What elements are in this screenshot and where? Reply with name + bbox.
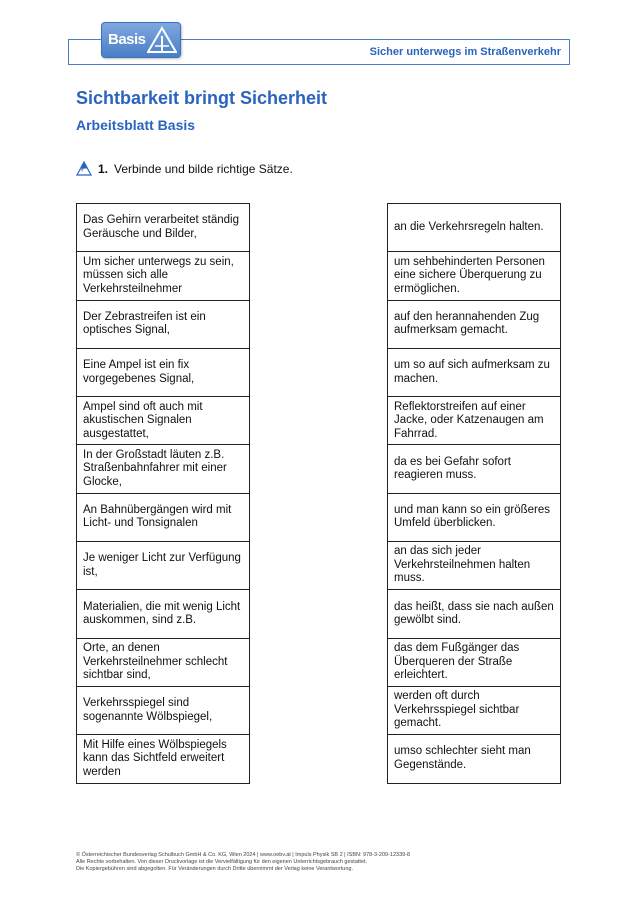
right-sentence-end[interactable]: da es bei Gefahr sofort reagieren muss. bbox=[387, 444, 561, 493]
left-sentence-start[interactable]: Orte, an denen Verkehrsteilnehmer schlecht sichtbar sind, bbox=[76, 638, 250, 687]
right-sentence-end[interactable]: auf den herannahenden Zug aufmerksam gemacht. bbox=[387, 300, 561, 349]
left-sentence-start[interactable]: In der Großstadt läuten z.B. Straßenbahnfahrer mit einer Glocke, bbox=[76, 444, 250, 493]
left-sentence-start[interactable]: Ampel sind oft auch mit akustischen Signalen ausgestattet, bbox=[76, 396, 250, 445]
right-sentence-end[interactable]: um sehbehinderten Personen eine sichere Überquerung zu ermöglichen. bbox=[387, 251, 561, 300]
left-sentence-start[interactable]: Das Gehirn verarbeitet ständig Geräusche und Bilder, bbox=[76, 203, 250, 252]
left-column bbox=[76, 203, 250, 784]
difficulty-triangle-icon bbox=[76, 161, 92, 177]
logo-text: Basis bbox=[108, 31, 146, 48]
triangle-logo-icon bbox=[147, 26, 177, 54]
left-sentence-start[interactable]: Eine Ampel ist ein fix vorgegebenes Signal, bbox=[76, 348, 250, 397]
page-title: Sichtbarkeit bringt Sicherheit bbox=[76, 88, 328, 108]
footer-line: Die Kopiergebühren sind abgegolten. Für Veränderungen durch Dritte übernimmt der Verlag keine Verantwortung. bbox=[76, 866, 354, 872]
task-text: Verbinde und bilde richtige Sätze. bbox=[114, 162, 293, 176]
task-instruction bbox=[76, 160, 293, 178]
right-sentence-end[interactable]: und man kann so ein größeres Umfeld überblicken. bbox=[387, 493, 561, 542]
right-sentence-end[interactable]: um so auf sich aufmerksam zu machen. bbox=[387, 348, 561, 397]
page-subtitle: Arbeitsblatt Basis bbox=[76, 117, 196, 133]
right-sentence-end[interactable]: das heißt, dass sie nach außen gewölbt sind. bbox=[387, 589, 561, 638]
header-title: Sicher unterwegs im Straßenverkehr bbox=[369, 46, 561, 58]
right-sentence-end[interactable]: an die Verkehrsregeln halten. bbox=[387, 203, 561, 252]
task-number: 1. bbox=[98, 162, 109, 176]
right-column bbox=[387, 203, 561, 784]
right-sentence-end[interactable]: das dem Fußgänger das Überqueren der Straße erleichtert. bbox=[387, 638, 561, 687]
footer-line: © Österreichischer Bundesverlag Schulbuch GmbH & Co. KG, Wien 2024 | www.oebv.at | Impuls Physik SB 2 | ISBN: 978-3-209-12339-8 bbox=[76, 852, 411, 858]
footer-line: Alle Rechte vorbehalten. Von dieser Druckvorlage ist die Vervielfältigung für den eigenen Unterrichtsgebrauch gestattet. bbox=[76, 859, 368, 865]
left-sentence-start[interactable]: An Bahnübergängen wird mit Licht- und Tonsignalen bbox=[76, 493, 250, 542]
basis-logo bbox=[101, 22, 181, 58]
left-sentence-start[interactable]: Verkehrsspiegel sind sogenannte Wölbspiegel, bbox=[76, 686, 250, 735]
right-sentence-end[interactable]: werden oft durch Verkehrsspiegel sichtbar gemacht. bbox=[387, 686, 561, 735]
left-sentence-start[interactable]: Der Zebrastreifen ist ein optisches Signal, bbox=[76, 300, 250, 349]
right-sentence-end[interactable]: Reflektorstreifen auf einer Jacke, oder Katzenaugen am Fahrrad. bbox=[387, 396, 561, 445]
left-sentence-start[interactable]: Mit Hilfe eines Wölbspiegels kann das Sichtfeld erweitert werden bbox=[76, 734, 250, 783]
left-sentence-start[interactable]: Materialien, die mit wenig Licht auskommen, sind z.B. bbox=[76, 589, 250, 638]
left-sentence-start[interactable]: Je weniger Licht zur Verfügung ist, bbox=[76, 541, 250, 590]
right-sentence-end[interactable]: umso schlechter sieht man Gegenstände. bbox=[387, 734, 561, 783]
right-sentence-end[interactable]: an das sich jeder Verkehrsteilnehmen halten muss. bbox=[387, 541, 561, 590]
copyright-footer bbox=[76, 852, 410, 873]
left-sentence-start[interactable]: Um sicher unterwegs zu sein, müssen sich alle Verkehrsteilnehmer bbox=[76, 251, 250, 300]
